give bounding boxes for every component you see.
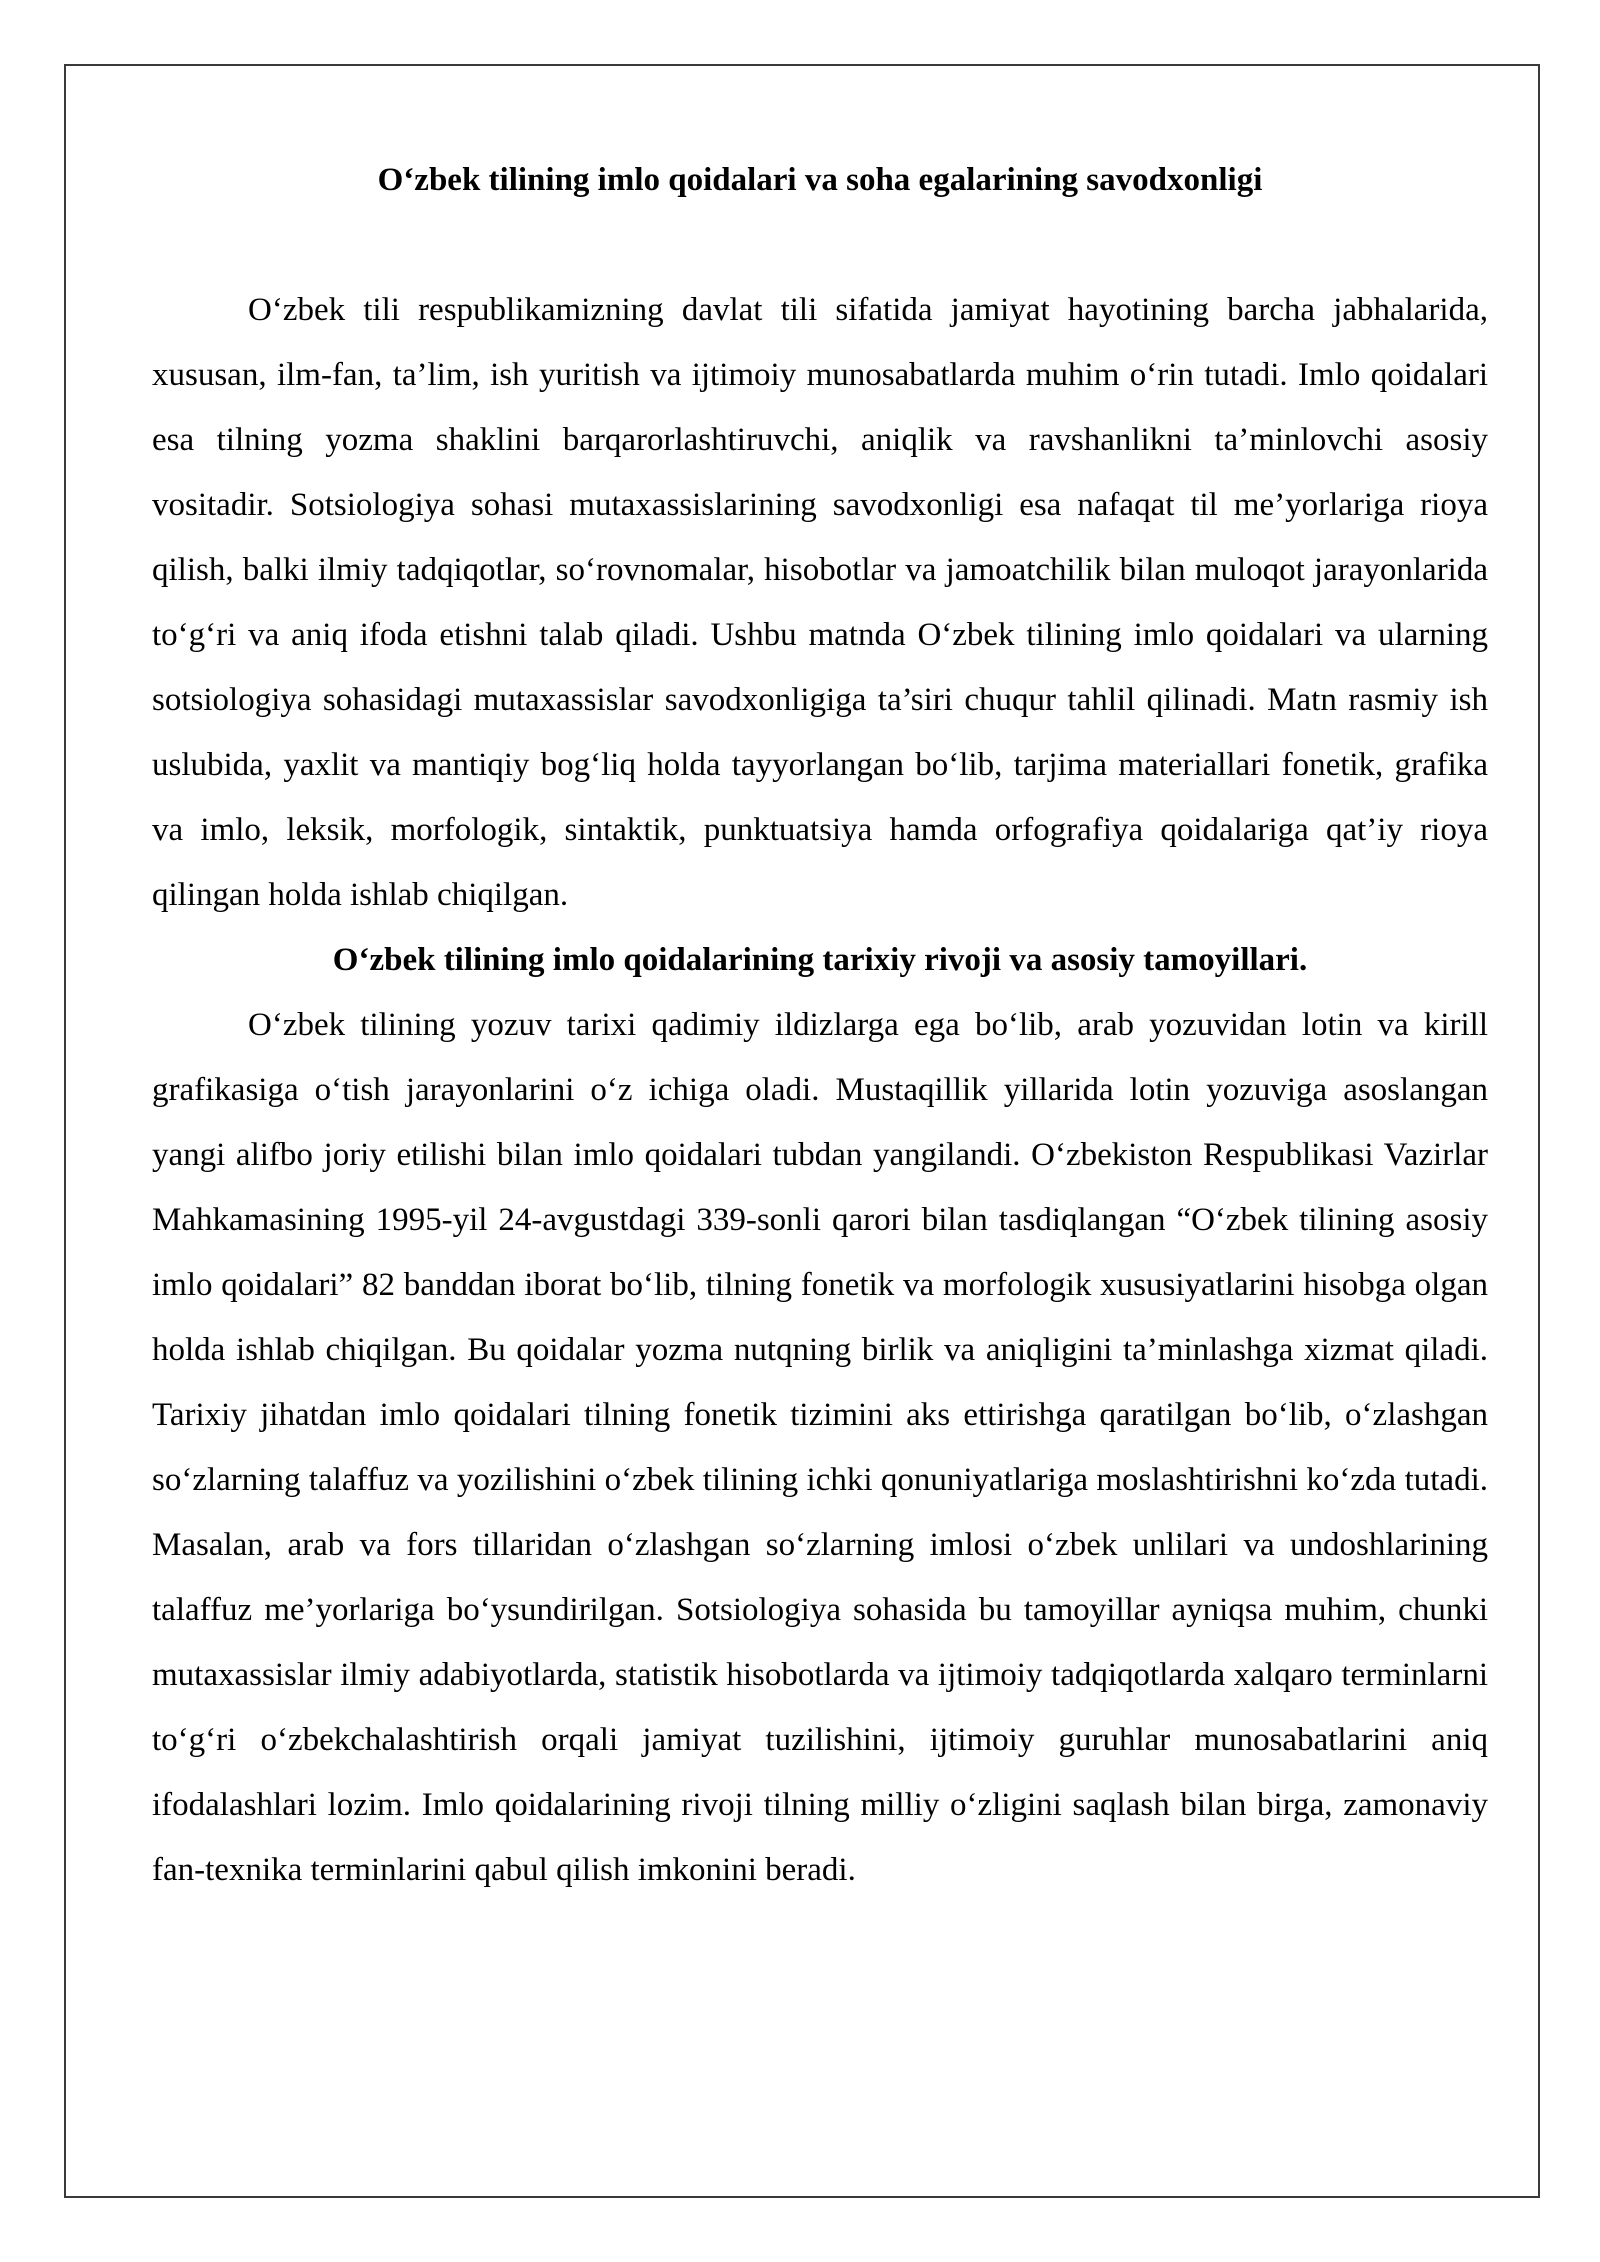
intro-paragraph: O‘zbek tili respublikamizning davlat tili sifatida jamiyat hayotining barcha jabhalarida, xususan, ilm-fan, ta’lim, ish yuritish va ijtimoiy munosabatlarda muhim o‘rin tutadi. Imlo qoidalari esa tilning yozma shaklini barqarorlashtiruvchi, aniqlik va ravshanlikni ta’minlovchi asosiy vositadir. Sotsiologiya sohasi mutaxassislarining savodxonligi esa nafaqat til me’yorlariga rioya qilish, balki ilmiy tadqiqotlar, so‘rovnomalar, hisobotlar va jamoatchilik bilan muloqot jarayonlarida to‘g‘ri va aniq ifoda etishni talab qiladi. Ushbu matnda O‘zbek tilining imlo qoidalari va ularning sotsiologiya sohasidagi mutaxassislar savodxonligiga ta’siri chuqur tahlil qilinadi. Matn rasmiy ish uslubida, yaxlit va mantiqiy bog‘liq holda tayyorlangan bo‘lib, tarjima materiallari fonetik, grafika va imlo, leksik, morfologik, sintaktik, punktuatsiya hamda orfografiya qoidalariga qat’iy rioya qilingan holda ishlab chiqilgan. — [152, 292, 1488, 913]
document-body — [152, 148, 1488, 1903]
document-title: O‘zbek tilining imlo qoidalari va soha egalarining savodxonligi — [377, 162, 1263, 198]
section-paragraph: O‘zbek tilining yozuv tarixi qadimiy ildizlarga ega bo‘lib, arab yozuvidan lotin va kirill grafikasiga o‘tish jarayonlarini o‘z ichiga oladi. Mustaqillik yillarida lotin yozuviga asoslangan yangi alifbo joriy etilishi bilan imlo qoidalari tubdan yangilandi. O‘zbekiston Respublikasi Vazirlar Mahkamasining 1995-yil 24-avgustdagi 339-sonli qarori bilan tasdiqlangan “O‘zbek tilining asosiy imlo qoidalari” 82 banddan iborat bo‘lib, tilning fonetik va morfologik xususiyatlarini hisobga olgan holda ishlab chiqilgan. Bu qoidalar yozma nutqning birlik va aniqligini ta’minlashga xizmat qiladi. Tarixiy jihatdan imlo qoidalari tilning fonetik tizimini aks ettirishga qaratilgan bo‘lib, o‘zlashgan so‘zlarning talaffuz va yozilishini o‘zbek tilining ichki qonuniyatlariga moslashtirishni ko‘zda tutadi. Masalan, arab va fors tillaridan o‘zlashgan so‘zlarning imlosi o‘zbek unlilari va undoshlarining talaffuz me’yorlariga bo‘ysundirilgan. Sotsiologiya sohasida bu tamoyillar ayniqsa muhim, chunki mutaxassislar ilmiy adabiyotlarda, statistik hisobotlarda va ijtimoiy tadqiqotlarda xalqaro terminlarni to‘g‘ri o‘zbekchalashtirish orqali jamiyat tuzilishini, ijtimoiy guruhlar munosabatlarini aniq ifodalashlari lozim. Imlo qoidalarining rivoji tilning milliy o‘zligini saqlash bilan birga, zamonaviy fan-texnika terminlarini qabul qilish imkonini beradi. — [152, 1007, 1488, 1888]
section-heading: O‘zbek tilining imlo qoidalarining tarixiy rivoji va asosiy tamoyillari. — [332, 942, 1308, 978]
